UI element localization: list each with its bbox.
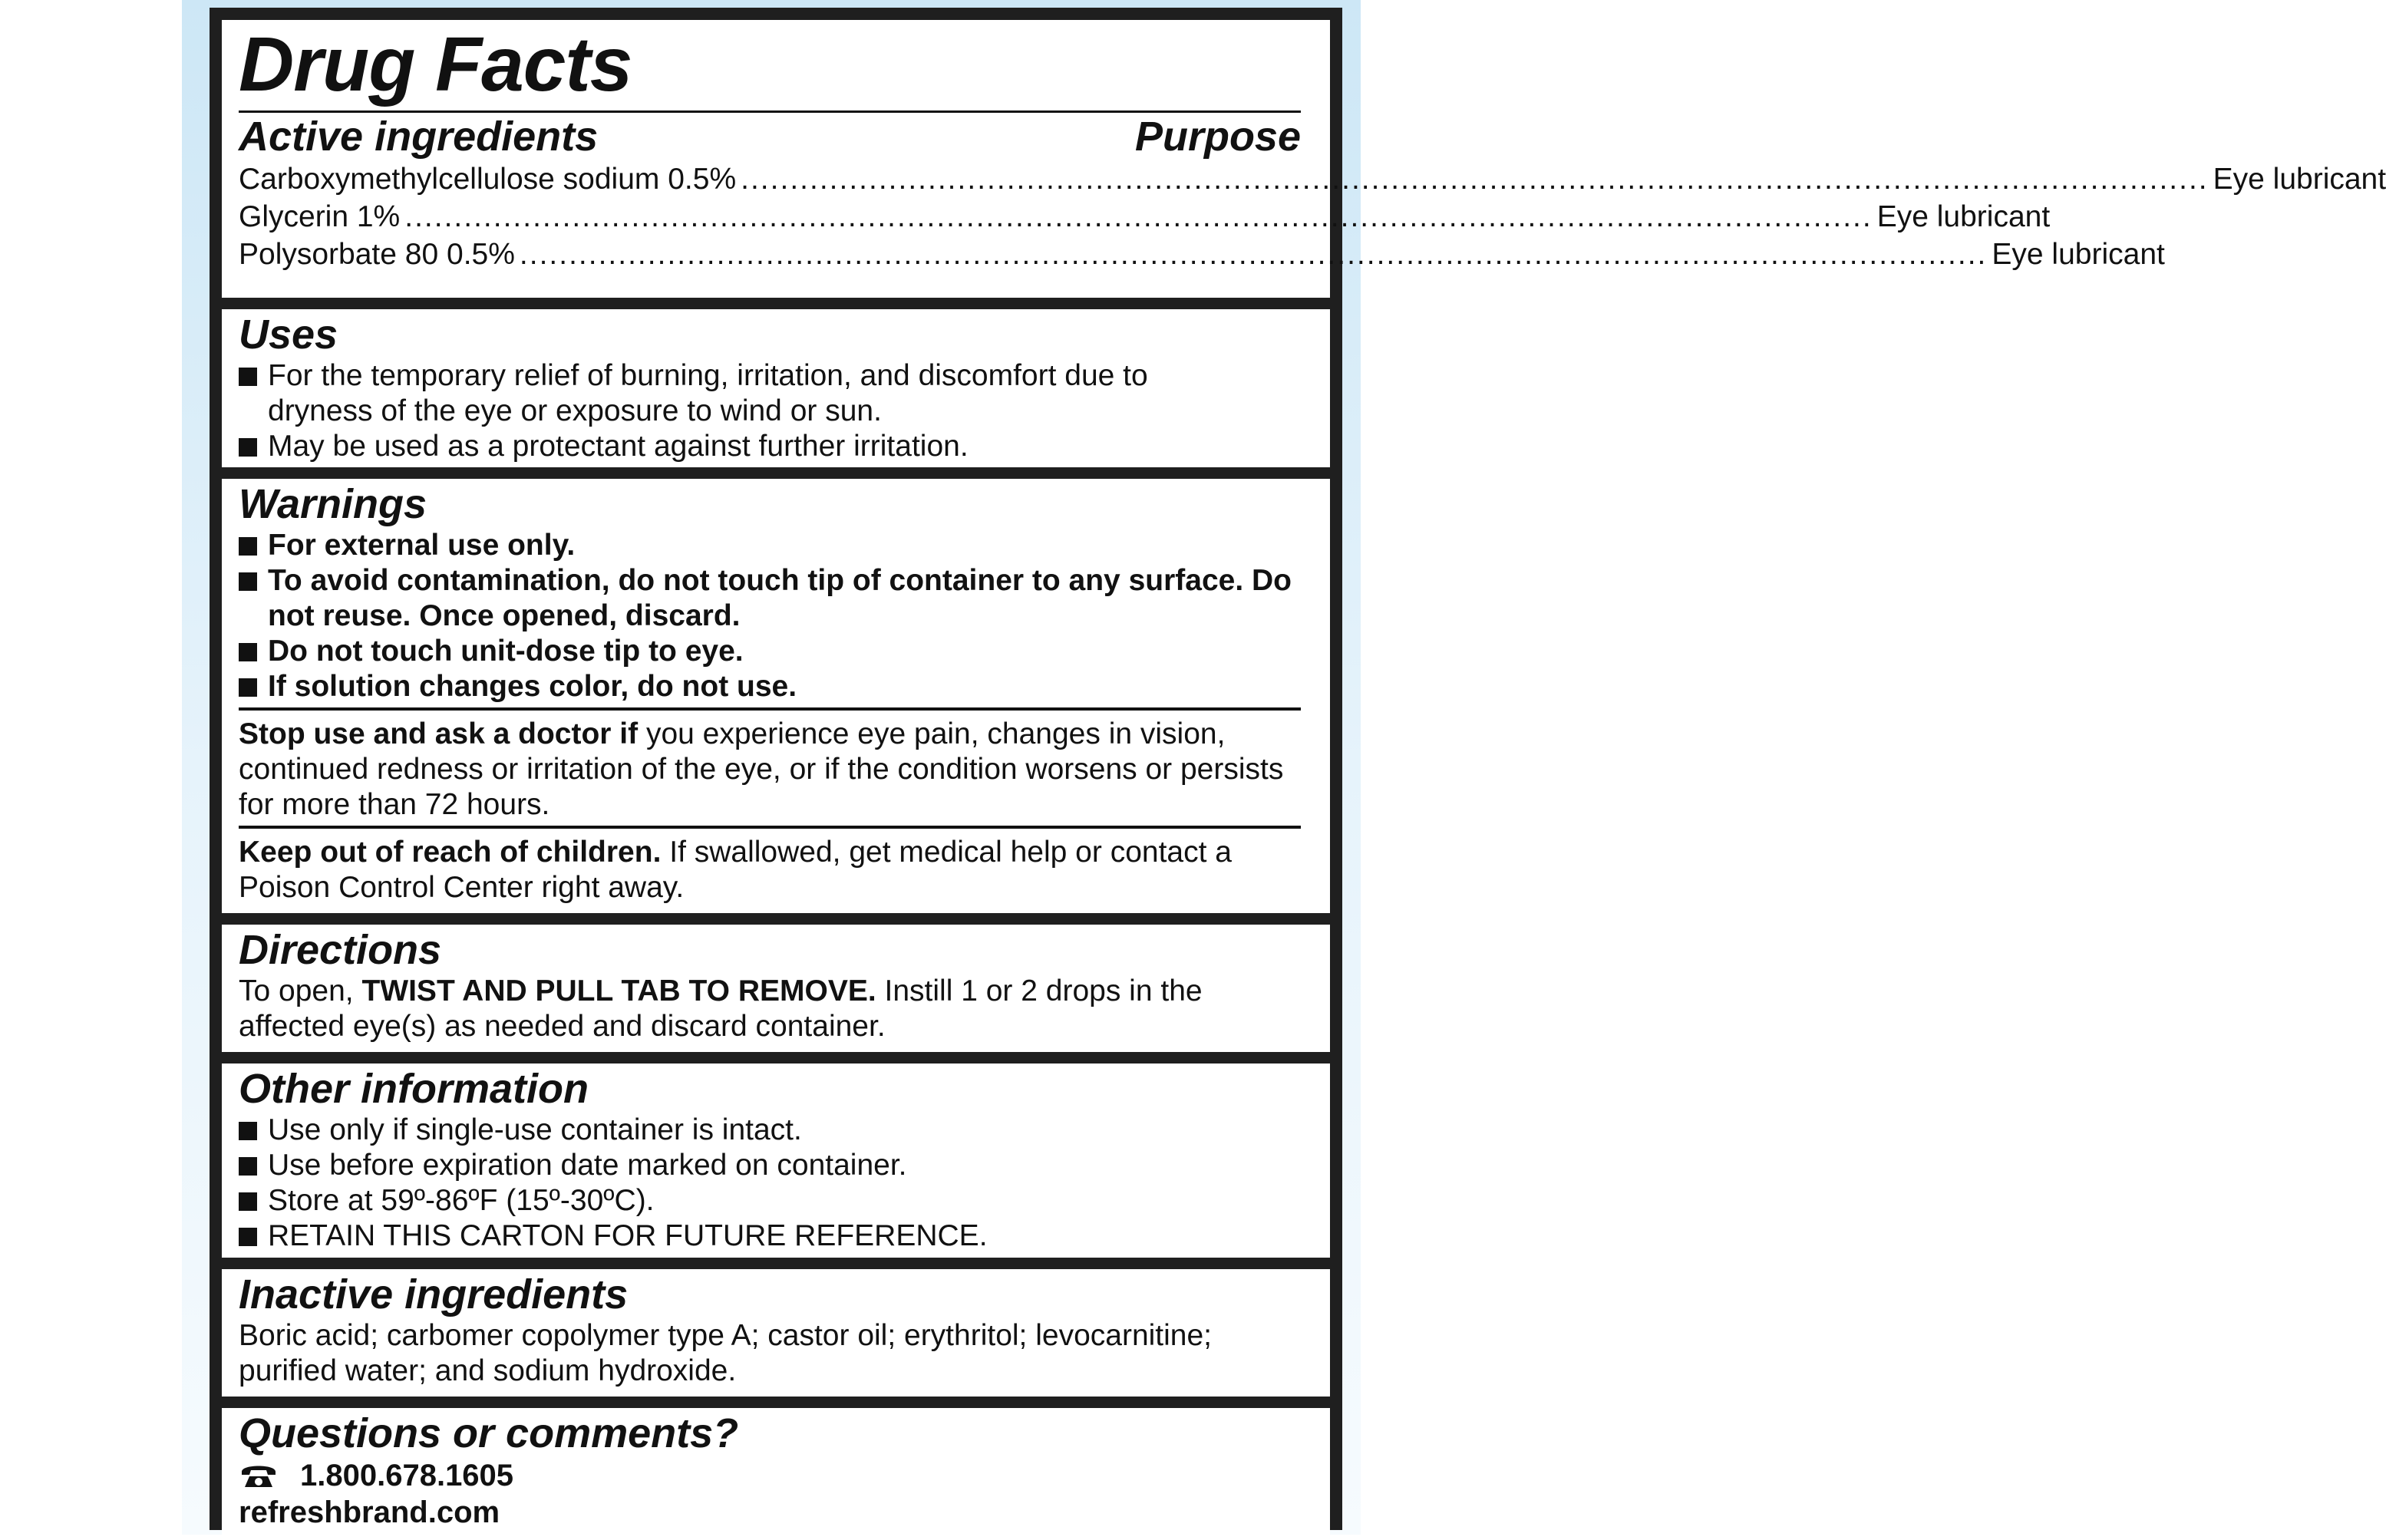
warnings-section (222, 479, 1330, 913)
ingredient-name: Glycerin 1% (239, 200, 401, 233)
list-item: For the temporary relief of burning, irritation, and discomfort due to dryness of the eye or exposure to wind or sun. (239, 358, 1235, 429)
ingredient-purpose: Eye lubricant (1876, 200, 2051, 233)
list-item: Use before expiration date marked on container. (239, 1148, 1301, 1183)
warnings-rule (239, 707, 1301, 711)
stop-use-text: you experience eye pain, changes in vision, continued redness or irritation of the eye, or if the condition worsens or persists for more than 72 hours. (239, 717, 1284, 821)
ingredient-purpose: Eye lubricant (1992, 238, 2165, 271)
questions-section (222, 1408, 1330, 1540)
ingredient-row (239, 236, 2165, 273)
keep-out-text: If swallowed, get medical help or contact a Poison Control Center right away. (239, 836, 1232, 904)
dot-leader: ..................................................................................................................................................... (404, 200, 1873, 233)
phone-number[interactable]: 1.800.678.1605 (300, 1459, 514, 1492)
other-heading: Other information (239, 1066, 589, 1112)
telephone-icon (239, 1461, 279, 1490)
ingredient-purpose: Eye lubricant (2213, 163, 2386, 196)
warning-item: For external use only. (239, 528, 1301, 563)
questions-heading: Questions or comments? (239, 1410, 739, 1456)
ingredient-name: Polysorbate 80 0.5% (239, 238, 515, 271)
active-heading: Active ingredients (239, 114, 599, 160)
list-item: Store at 59º-86ºF (15º-30ºC). (239, 1183, 1301, 1218)
list-item: May be used as a protectant against further irritation. (239, 429, 1301, 464)
directions-heading: Directions (239, 927, 442, 973)
warning-item: To avoid contamination, do not touch tip of container to any surface. Do not reuse. Once opened, discard. (239, 563, 1301, 634)
ingredient-row (239, 198, 2051, 236)
warning-item: Do not touch unit-dose tip to eye. (239, 634, 1301, 669)
other-information-section (222, 1063, 1330, 1258)
inactive-text: Boric acid; carbomer copolymer type A; castor oil; erythritol; levocarnitine; purified water; and sodium hydroxide. (239, 1319, 1213, 1387)
directions-text (239, 974, 1236, 1044)
list-item: RETAIN THIS CARTON FOR FUTURE REFERENCE. (239, 1218, 1301, 1254)
dot-leader: ..................................................................................................................................................... (519, 238, 1988, 271)
warning-item: If solution changes color, do not use. (239, 669, 1301, 704)
ingredient-row (239, 160, 2386, 198)
purpose-heading: Purpose (1134, 114, 1301, 160)
list-item: Use only if single-use container is intact. (239, 1113, 1301, 1148)
directions-post: Instill 1 or 2 drops in the affected eye(s) as needed and discard container. (239, 974, 1203, 1043)
uses-section (222, 309, 1330, 467)
website-link[interactable]: refreshbrand.com (239, 1495, 500, 1529)
label-title: Drug Facts (239, 21, 632, 107)
keep-out-paragraph (239, 835, 1301, 905)
directions-pre: To open, (239, 974, 362, 1007)
uses-heading: Uses (239, 312, 338, 358)
dot-leader: ..................................................................................................................................................... (741, 163, 2209, 196)
stop-use-paragraph (239, 717, 1301, 823)
stop-use-lead: Stop use and ask a doctor if (239, 717, 639, 750)
phone-line (239, 1457, 1301, 1494)
inactive-ingredients-section (222, 1269, 1330, 1397)
warnings-heading: Warnings (239, 481, 427, 527)
drug-facts-label (210, 8, 2386, 1530)
active-header-row (239, 113, 1301, 160)
inactive-heading: Inactive ingredients (239, 1271, 629, 1317)
warnings-rule (239, 826, 1301, 829)
active-ingredients-section (222, 20, 2386, 298)
directions-section (222, 925, 1330, 1052)
keep-out-lead: Keep out of reach of children. (239, 836, 662, 869)
ingredient-name: Carboxymethylcellulose sodium 0.5% (239, 163, 737, 196)
directions-bold: TWIST AND PULL TAB TO REMOVE. (361, 974, 876, 1007)
